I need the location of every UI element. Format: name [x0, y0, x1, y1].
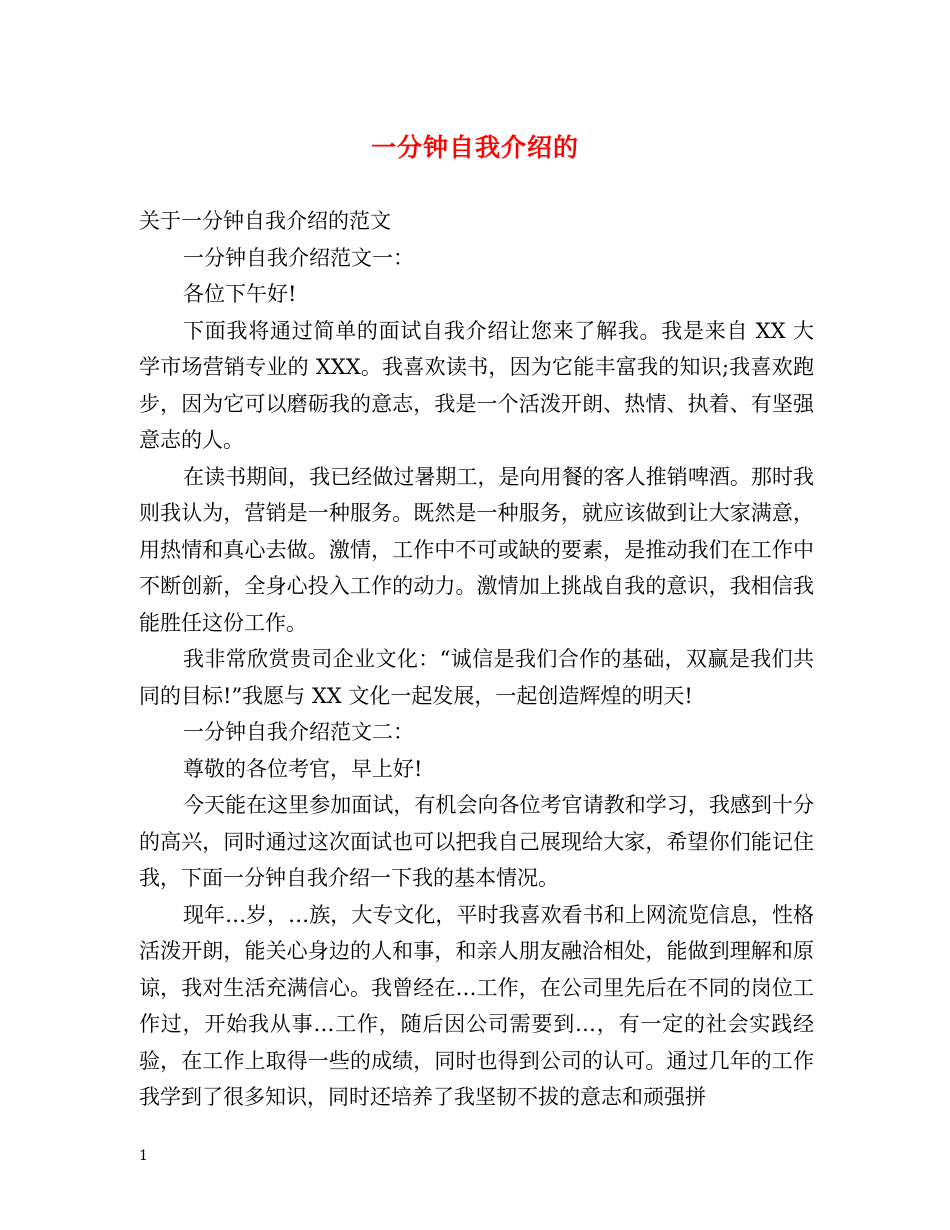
- paragraph: 尊敬的各位考官，早上好!: [183, 756, 423, 781]
- paragraph: 各位下午好!: [183, 282, 297, 306]
- document-title: 一分钟自我介绍的: [370, 133, 579, 162]
- paragraph: 关于一分钟自我介绍的范文: [139, 209, 391, 233]
- paragraph: 下面我将通过简单的面试自我介绍让您来了解我。我是来自 XX 大学市场营销专业的 XXX。我喜欢读书，因为它能丰富我的知识;我喜欢跑步，因为它可以磨砺我的意志，我是一个活泼开朗、热情、执着、有坚强意志的人。: [139, 318, 814, 452]
- paragraph: 一分钟自我介绍范文二：: [183, 720, 414, 744]
- document-body: [139, 203, 814, 1116]
- paragraph: 现年…岁，…族，大专文化，平时我喜欢看书和上网流览信息，性格活泼开朗，能关心身边的人和事，和亲人朋友融洽相处，能做到理解和原谅，我对生活充满信心。我曾经在…工作，在公司里先后在不同的岗位工作过，开始我从事…工作，随后因公司需要到…，有一定的社会实践经验，在工作上取得一些的成绩，同时也得到公司的认可。通过几年的工作我学到了很多知识，同时还培养了我坚韧不拔的意志和顽强拼: [139, 902, 814, 1109]
- paragraph: 在读书期间，我已经做过暑期工，是向用餐的客人推销啤酒。那时我则我认为，营销是一种服务。既然是一种服务，就应该做到让大家满意，用热情和真心去做。激情，工作中不可或缺的要素，是推动我们在工作中不断创新，全身心投入工作的动力。激情加上挑战自我的意识，我相信我能胜任这份工作。: [139, 464, 814, 635]
- page-number: 1: [139, 1148, 148, 1164]
- paragraph: 一分钟自我介绍范文一：: [183, 245, 414, 270]
- paragraph: 今天能在这里参加面试，有机会向各位考官请教和学习，我感到十分的高兴，同时通过这次面试也可以把我自己展现给大家，希望你们能记住我，下面一分钟自我介绍一下我的基本情况。: [139, 793, 814, 890]
- paragraph: 我非常欣赏贵司企业文化：“诚信是我们合作的基础，双赢是我们共同的目标!”我愿与 XX 文化一起发展，一起创造辉煌的明天!: [139, 647, 814, 708]
